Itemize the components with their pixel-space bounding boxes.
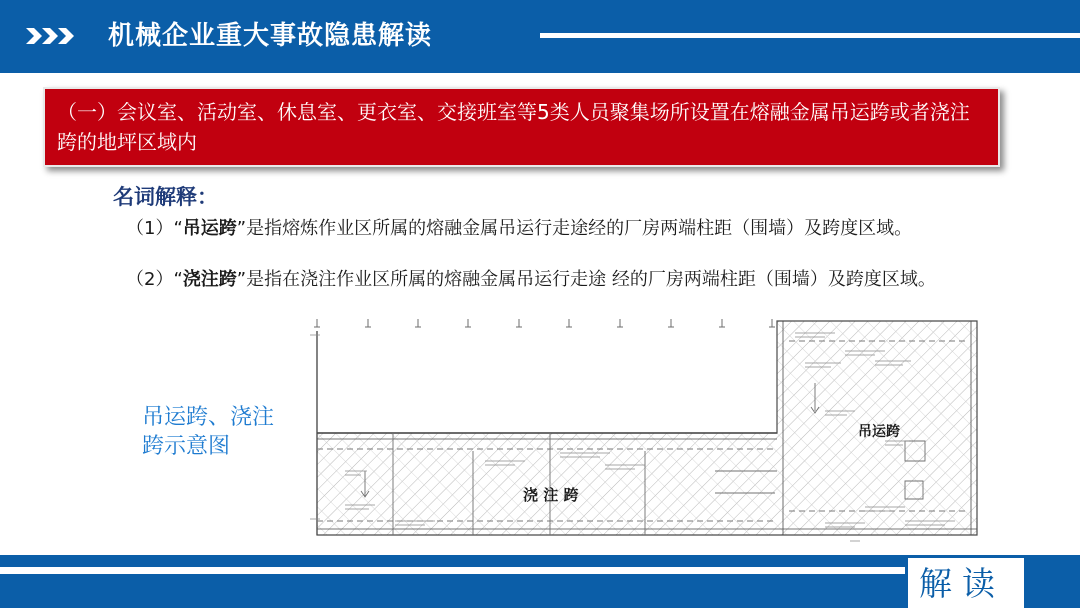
definitions-heading: 名词解释： [113,185,218,209]
triple-chevron-right-icon [26,25,76,47]
header-bar [0,0,1080,73]
footer-label: 解读 [919,564,1005,603]
definition-term: 吊运跨 [182,218,237,239]
pour-bay-area [317,433,777,535]
definition-number: （2） [126,269,174,290]
hazard-banner-text: （一）会议室、活动室、休息室、更衣室、交接班室等5类人员聚集场所设置在熔融金属吊运跨或者浇注跨的地坪区域内 [57,100,970,154]
footer-stripe-bottom [0,574,905,608]
header-divider-line [540,33,1080,38]
figure-caption: 吊运跨、浇注跨示意图 [142,405,275,459]
definition-item-hoist-bay [68,217,998,241]
definition-item-pour-bay [68,268,998,292]
page-title: 机械企业重大事故隐患解读 [108,21,433,51]
footer-right-block [1027,555,1080,608]
bay-layout-diagram [305,311,990,544]
definition-number: （1） [126,218,174,239]
hoist-bay-label: 吊运跨 [858,424,900,440]
hazard-banner [43,87,1000,167]
close-quote: ” [236,269,247,290]
definition-term: 浇注跨 [182,269,237,290]
definition-text: 是指在浇注作业区所属的熔融金属吊运行走途 经的厂房两端柱距（围墙）及跨度区域。 [246,269,936,290]
pour-bay-label: 浇 注 跨 [523,486,579,504]
definition-text: 是指熔炼作业区所属的熔融金属吊运行走途经的厂房两端柱距（围墙）及跨度区域。 [246,218,913,239]
open-quote: “ [173,218,183,239]
footer-gap [0,567,905,574]
open-quote: “ [173,269,183,290]
close-quote: ” [236,218,247,239]
